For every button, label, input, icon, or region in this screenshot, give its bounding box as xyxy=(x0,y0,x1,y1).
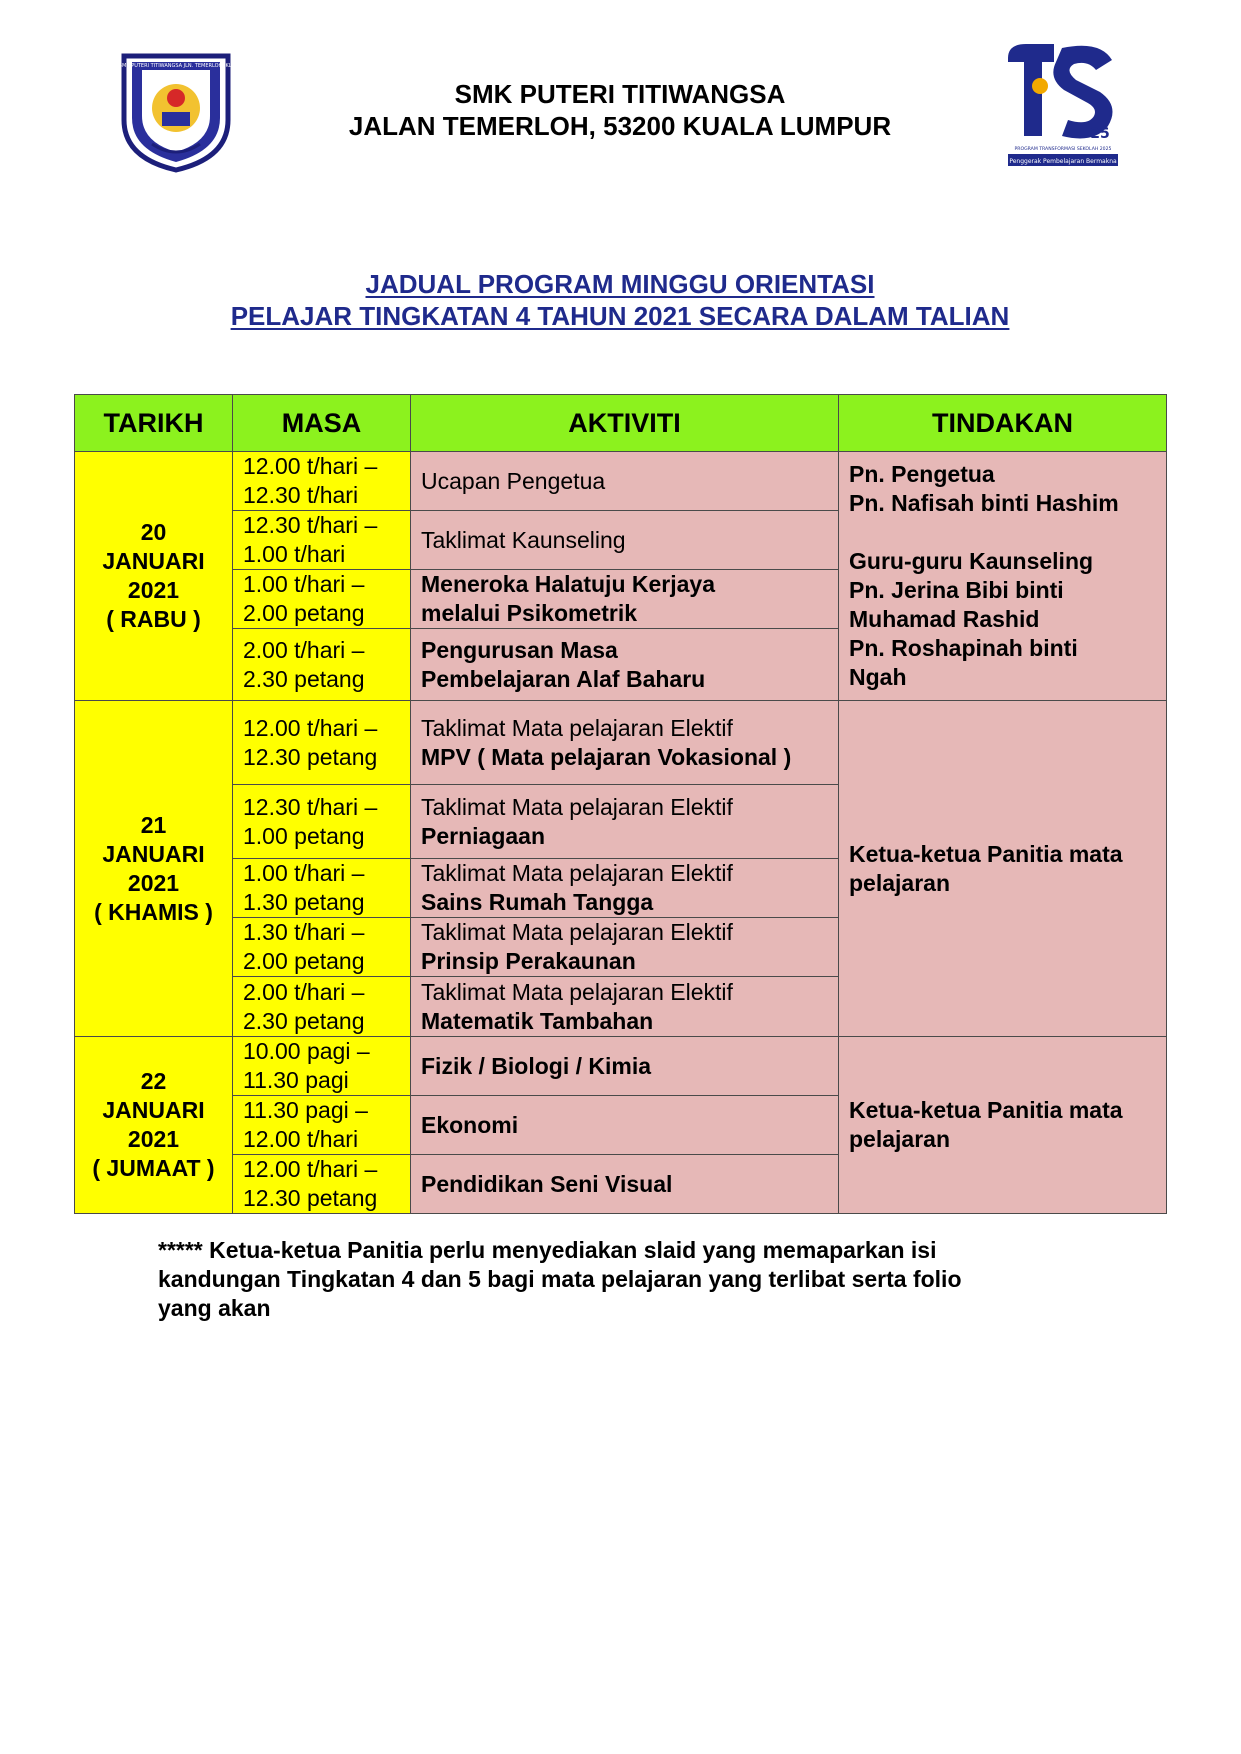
activity-cell: Taklimat Mata pelajaran Elektif MPV ( Mata pelajaran Vokasional ) xyxy=(411,701,839,785)
time-cell: 12.30 t/hari – 1.00 t/hari xyxy=(233,511,411,570)
activity-cell: Taklimat Kaunseling xyxy=(411,511,839,570)
activity-cell: Ekonomi xyxy=(411,1096,839,1155)
document-title xyxy=(120,268,1120,332)
action-cell-day-2: Ketua-ketua Panitia mata pelajaran xyxy=(839,701,1167,1037)
time-cell: 12.00 t/hari – 12.30 t/hari xyxy=(233,452,411,511)
time-cell: 12.30 t/hari – 1.00 petang xyxy=(233,785,411,859)
school-name: SMK PUTERI TITIWANGSA xyxy=(454,79,786,109)
school-header xyxy=(290,78,950,142)
column-header-tindakan: TINDAKAN xyxy=(839,395,1167,452)
table-row xyxy=(75,701,1167,785)
time-cell: 1.30 t/hari – 2.00 petang xyxy=(233,918,411,977)
action-cell-day-1: Pn. Pengetua Pn. Nafisah binti Hashim Guru-guru Kaunseling Pn. Jerina Bibi binti Muhamad Rashid Pn. Roshapinah binti Ngah xyxy=(839,452,1167,701)
column-header-aktiviti: AKTIVITI xyxy=(411,395,839,452)
svg-text:SMK PUTERI TITIWANGSA JLN. TEM: SMK PUTERI TITIWANGSA JLN. TEMERLOH, KL. xyxy=(118,63,234,69)
activity-cell: Taklimat Mata pelajaran Elektif Matematik Tambahan xyxy=(411,977,839,1037)
table-header-row xyxy=(75,395,1167,452)
school-crest-logo xyxy=(118,50,234,174)
activity-cell: Taklimat Mata pelajaran Elektif Prinsip Perakaunan xyxy=(411,918,839,977)
time-cell: 2.00 t/hari – 2.30 petang xyxy=(233,629,411,701)
column-header-masa: MASA xyxy=(233,395,411,452)
table-row xyxy=(75,452,1167,511)
date-cell-day-1: 20 JANUARI 2021 ( RABU ) xyxy=(75,452,233,701)
ts25-logo xyxy=(1004,40,1122,168)
footnote-line-1: ***** Ketua-ketua Panitia perlu menyediakan slaid yang memaparkan isi xyxy=(158,1237,937,1263)
date-cell-day-3: 22 JANUARI 2021 ( JUMAAT ) xyxy=(75,1037,233,1214)
footnote-line-3: yang akan xyxy=(158,1295,271,1321)
title-line-2: PELAJAR TINGKATAN 4 TAHUN 2021 SECARA DALAM TALIAN xyxy=(230,301,1010,331)
time-cell: 1.00 t/hari – 2.00 petang xyxy=(233,570,411,629)
activity-cell: Fizik / Biologi / Kimia xyxy=(411,1037,839,1096)
time-cell: 11.30 pagi – 12.00 t/hari xyxy=(233,1096,411,1155)
footnote xyxy=(158,1236,1078,1323)
svg-text:25: 25 xyxy=(1090,126,1110,142)
activity-cell: Pengurusan Masa Pembelajaran Alaf Baharu xyxy=(411,629,839,701)
table-row xyxy=(75,1037,1167,1096)
footnote-line-2: kandungan Tingkatan 4 dan 5 bagi mata pelajaran yang terlibat serta folio xyxy=(158,1266,962,1292)
time-cell: 10.00 pagi – 11.30 pagi xyxy=(233,1037,411,1096)
activity-cell: Pendidikan Seni Visual xyxy=(411,1155,839,1214)
action-cell-day-3: Ketua-ketua Panitia mata pelajaran xyxy=(839,1037,1167,1214)
activity-cell: Taklimat Mata pelajaran Elektif Sains Rumah Tangga xyxy=(411,859,839,918)
date-cell-day-2: 21 JANUARI 2021 ( KHAMIS ) xyxy=(75,701,233,1037)
time-cell: 12.00 t/hari – 12.30 petang xyxy=(233,701,411,785)
activity-cell: Taklimat Mata pelajaran Elektif Perniagaan xyxy=(411,785,839,859)
time-cell: 12.00 t/hari – 12.30 petang xyxy=(233,1155,411,1214)
title-line-1: JADUAL PROGRAM MINGGU ORIENTASI xyxy=(365,269,875,299)
time-cell: 1.00 t/hari – 1.30 petang xyxy=(233,859,411,918)
svg-text:PROGRAM TRANSFORMASI SEKOLAH 2: PROGRAM TRANSFORMASI SEKOLAH 2025 xyxy=(1014,147,1112,152)
school-address: JALAN TEMERLOH, 53200 KUALA LUMPUR xyxy=(348,111,892,141)
column-header-tarikh: TARIKH xyxy=(75,395,233,452)
activity-cell: Meneroka Halatuju Kerjaya melalui Psikometrik xyxy=(411,570,839,629)
svg-text:Penggerak Pembelajaran Bermakn: Penggerak Pembelajaran Bermakna xyxy=(1009,158,1117,165)
time-cell: 2.00 t/hari – 2.30 petang xyxy=(233,977,411,1037)
activity-cell: Ucapan Pengetua xyxy=(411,452,839,511)
schedule-table xyxy=(74,394,1167,1214)
